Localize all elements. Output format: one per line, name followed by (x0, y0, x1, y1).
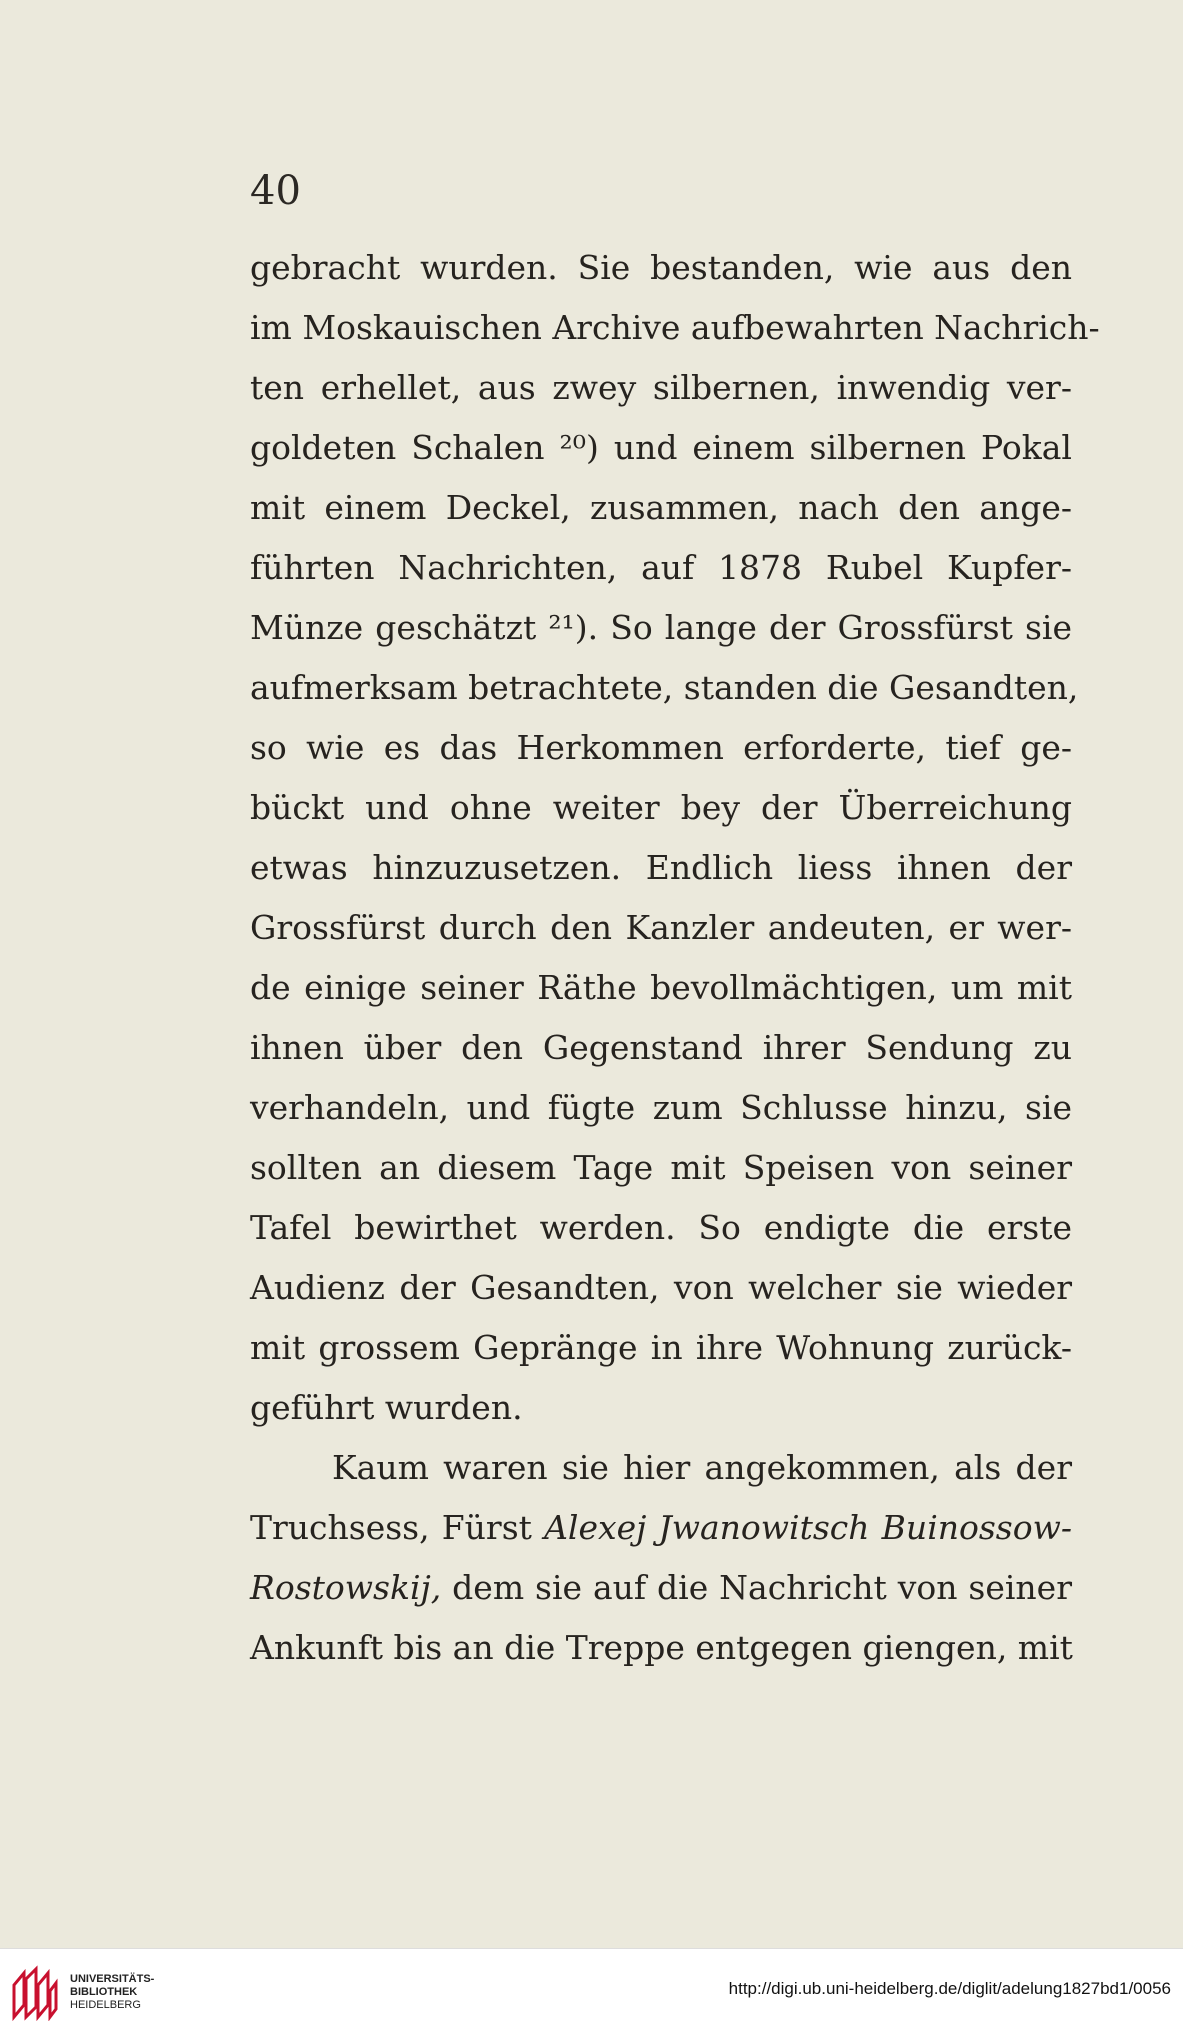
text-line (250, 1558, 1072, 1618)
text-line: ten erhellet, aus zwey silbernen, inwendig ver- (250, 368, 1072, 407)
text-segment: dem sie auf die Nachricht von seiner (441, 1568, 1072, 1607)
person-name: Rostowskij, (250, 1568, 442, 1607)
text-line: aufmerksam betrachtete, standen die Gesandten, (250, 668, 1079, 707)
text-line: mit einem Deckel, zusammen, nach den ange- (250, 488, 1072, 527)
text-line: mit grossem Gepränge in ihre Wohnung zurück- (250, 1328, 1072, 1367)
text-line: Tafel bewirthet werden. So endigte die erste (250, 1208, 1072, 1247)
footer-bar (0, 1948, 1183, 2034)
text-line: geführt wurden. (250, 1388, 523, 1427)
library-name-line: HEIDELBERG (70, 1999, 141, 2011)
text-line: Audienz der Gesandten, von welcher sie wieder (250, 1268, 1072, 1307)
text-line: sollten an diesem Tage mit Speisen von seiner (250, 1148, 1072, 1187)
text-line: im Moskauischen Archive aufbewahrten Nachrich- (250, 308, 1100, 347)
text-line: Münze geschätzt ²¹). So lange der Grossfürst sie (250, 608, 1072, 647)
library-name-line: UNIVERSITÄTS- (70, 1973, 155, 1985)
library-name-line: BIBLIOTHEK (70, 1986, 138, 1998)
page-number: 40 (250, 168, 301, 214)
text-line: bückt und ohne weiter bey der Überreichung (250, 788, 1072, 827)
text-line: gebracht wurden. Sie bestanden, wie aus den (250, 248, 1072, 287)
person-name: Alexej Jwanowitsch Buinossow- (544, 1508, 1072, 1547)
text-line: so wie es das Herkommen erforderte, tief ge- (250, 728, 1072, 767)
text-line: führten Nachrichten, auf 1878 Rubel Kupfer- (250, 548, 1072, 587)
text-line: Grossfürst durch den Kanzler andeuten, er wer- (250, 908, 1072, 947)
library-name (70, 1973, 154, 2012)
text-line (250, 1498, 1072, 1558)
text-line: ihnen über den Gegenstand ihrer Sendung zu (250, 1028, 1072, 1067)
university-library-logo-icon (10, 1965, 60, 2021)
source-url-link[interactable]: http://digi.ub.uni-heidelberg.de/diglit/adelung1827bd1/0056 (728, 1979, 1171, 1998)
body-text (250, 238, 1100, 1678)
text-line: goldeten Schalen ²⁰) und einem silbernen Pokal (250, 428, 1072, 467)
text-line: Ankunft bis an die Treppe entgegen giengen, mit (250, 1628, 1073, 1667)
text-line: verhandeln, und fügte zum Schlusse hinzu, sie (250, 1088, 1072, 1127)
text-segment: Truchsess, Fürst (250, 1508, 545, 1547)
text-line: Kaum waren sie hier angekommen, als der (332, 1448, 1072, 1487)
text-line: etwas hinzuzusetzen. Endlich liess ihnen der (250, 848, 1072, 887)
text-line: de einige seiner Räthe bevollmächtigen, um mit (250, 968, 1072, 1007)
